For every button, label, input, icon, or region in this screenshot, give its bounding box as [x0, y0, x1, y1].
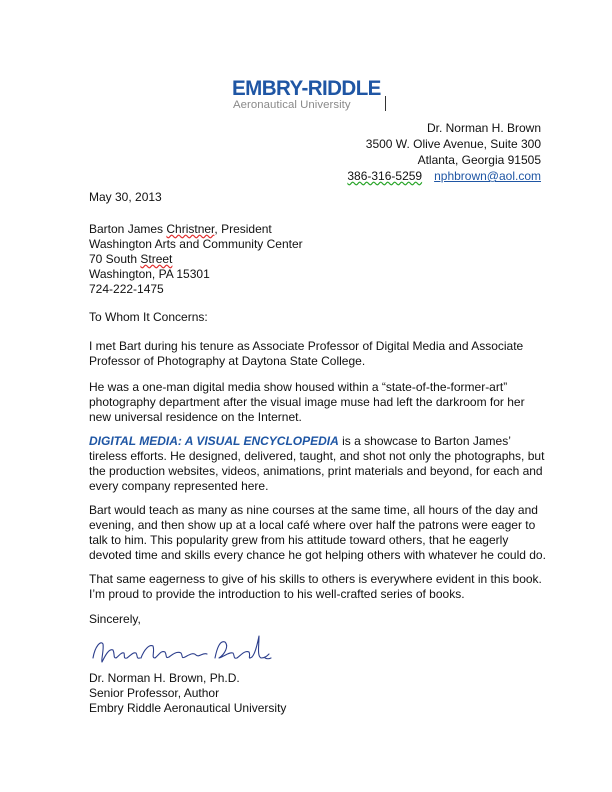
recipient-phone: 724-222-1475: [89, 282, 164, 296]
sender-block: [347, 120, 541, 184]
sender-email-link[interactable]: nphbrown@aol.com: [434, 169, 541, 183]
logo-wordmark: EMBRY-RIDDLE: [232, 77, 381, 100]
logo-subtitle: Aeronautical University: [233, 99, 351, 111]
sender-address-line2: Atlanta, Georgia 91505: [417, 153, 541, 167]
sender-phone: 386-316-5259: [347, 169, 423, 183]
signer-title: Senior Professor, Author: [89, 686, 220, 700]
recipient-street: [89, 252, 549, 267]
salutation: To Whom It Concerns:: [89, 310, 208, 324]
body-paragraph-5: That same eagerness to give of his skills to others is everywhere evident in this book. I’m proud to provide the introduction to his well-crafted series of books.: [89, 572, 542, 601]
embry-riddle-logo: [232, 78, 392, 112]
body-paragraph-3: [89, 434, 549, 494]
letter-date: May 30, 2013: [89, 190, 162, 204]
recipient-street-word: Street: [140, 252, 173, 266]
signer-institution: Embry Riddle Aeronautical University: [89, 701, 287, 715]
book-title: DIGITAL MEDIA: A VISUAL ENCYCLOPEDIA: [89, 434, 339, 448]
handwritten-signature-icon: [89, 622, 279, 674]
signature-block: [89, 671, 549, 716]
body-paragraph-1: I met Bart during his tenure as Associate Professor of Digital Media and Associate Professor of Photography at Daytona State College.: [89, 339, 524, 368]
recipient-first-names: Barton James: [89, 222, 167, 236]
recipient-role: , President: [214, 222, 272, 236]
recipient-line1: [89, 222, 549, 237]
text-cursor-mark: [385, 96, 386, 111]
body-paragraph-3-text: is a showcase to Barton James’ tireless efforts. He designed, delivered, taught, and shot not only the photographs, but the production websites, videos, animations, print materials and beyond, for each and every company represented here.: [89, 434, 545, 493]
recipient-surname: Christner: [166, 222, 215, 236]
body-paragraph-4: Bart would teach as many as nine courses at the same time, all hours of the day and evening, and then show up at a local café where over half the patrons were eager to talk to him. This popularity grew from his attitude toward others, that he eagerly devoted time and skills every chance he got helping others with whatever he could do.: [89, 503, 546, 562]
body-paragraph-2: He was a one-man digital media show housed within a “state-of-the-former-art” photography department after the visual image muse had left the darkroom for her new universal residence on the Internet.: [89, 380, 525, 424]
signer-name: Dr. Norman H. Brown, Ph.D.: [89, 671, 240, 685]
recipient-block: [89, 222, 549, 297]
recipient-organization: Washington Arts and Community Center: [89, 237, 303, 251]
sender-name: Dr. Norman H. Brown: [426, 121, 541, 135]
recipient-city: Washington, PA 15301: [89, 267, 210, 281]
recipient-street-number: 70 South: [89, 252, 141, 266]
sender-contact-line: [347, 168, 541, 184]
sender-address-line1: 3500 W. Olive Avenue, Suite 300: [365, 137, 541, 151]
closing: Sincerely,: [89, 612, 141, 626]
